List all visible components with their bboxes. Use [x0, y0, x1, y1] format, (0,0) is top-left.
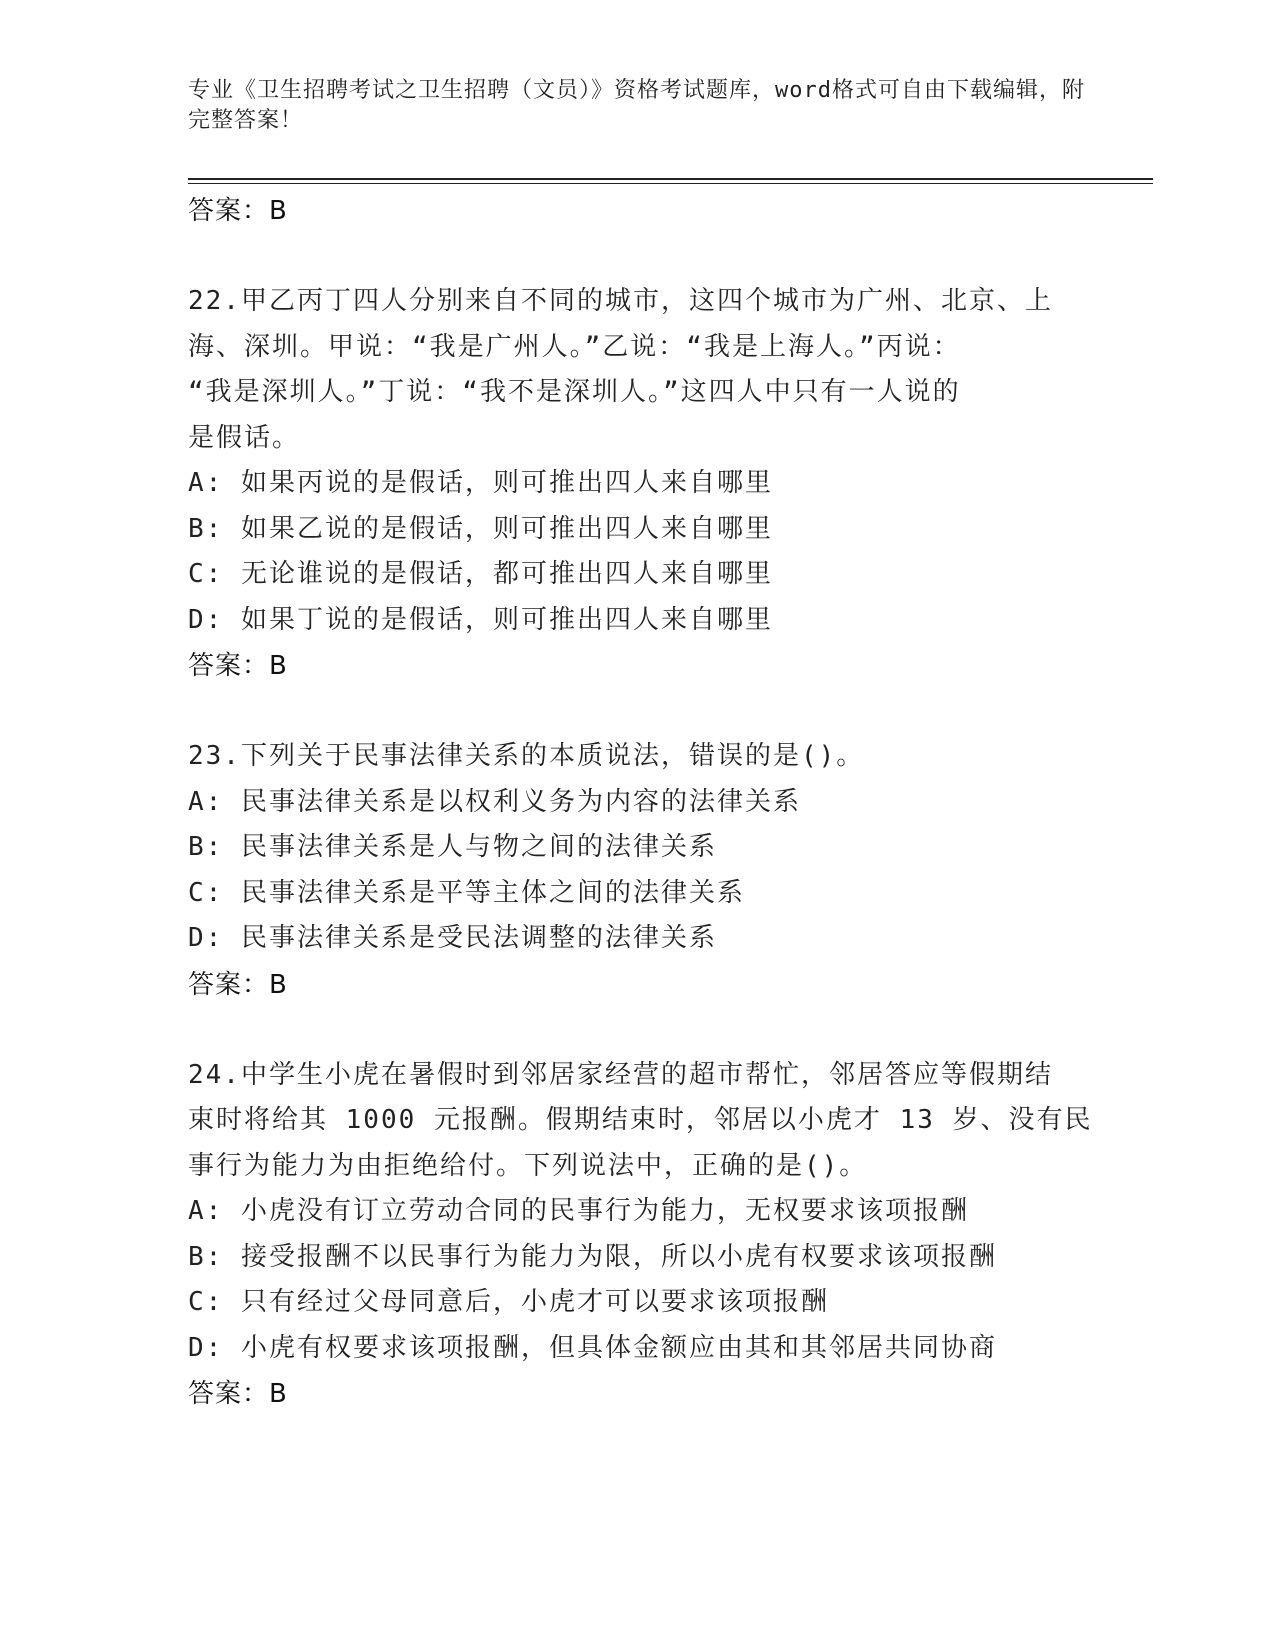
question-stem-line: 束时将给其 1000 元报酬。假期结束时，邻居以小虎才 13 岁、没有民 [188, 1105, 1093, 1135]
question-stem-line: 23.下列关于民事法律关系的本质说法，错误的是()。 [188, 741, 865, 771]
option-c: C: 民事法律关系是平等主体之间的法律关系 [188, 877, 745, 908]
question-23 [188, 734, 1088, 1008]
answer-line: 答案：B [188, 196, 288, 226]
question-stem-line: 事行为能力为由拒绝给付。下列说法中，正确的是()。 [188, 1150, 868, 1181]
question-stem-line: 海、深圳。甲说：“我是广州人。”乙说：“我是上海人。”丙说： [188, 331, 961, 362]
question-24 [188, 1053, 1093, 1418]
answer-line: 答案：B [188, 1379, 288, 1409]
option-c: C: 无论谁说的是假话，都可推出四人来自哪里 [188, 559, 773, 589]
option-a: A: 民事法律关系是以权利义务为内容的法律关系 [188, 786, 801, 817]
option-a: A: 小虎没有订立劳动合同的民事行为能力，无权要求该项报酬 [188, 1196, 969, 1226]
option-b: B: 民事法律关系是人与物之间的法律关系 [188, 832, 717, 862]
option-d: D: 小虎有权要求该项报酬，但具体金额应由其和其邻居共同协商 [188, 1332, 997, 1363]
option-c: C: 只有经过父母同意后，小虎才可以要求该项报酬 [188, 1287, 829, 1317]
question-stem-line: “我是深圳人。”丁说：“我不是深圳人。”这四人中只有一人说的 [188, 377, 961, 407]
question-stem-line: 24.中学生小虎在暑假时到邻居家经营的超市帮忙，邻居答应等假期结 [188, 1059, 1053, 1090]
spacer [188, 1008, 1088, 1053]
option-b: B: 如果乙说的是假话，则可推出四人来自哪里 [188, 513, 773, 544]
question-stem-line: 22.甲乙丙丁四人分别来自不同的城市，这四个城市为广州、北京、上 [188, 286, 1053, 316]
spacer [188, 234, 1088, 279]
page-header: 专业《卫生招聘考试之卫生招聘（文员）》资格考试题库，word格式可自由下载编辑，附完整答案！ [188, 78, 1085, 133]
option-d: D: 民事法律关系是受民法调整的法律关系 [188, 923, 717, 953]
header-divider-thick [188, 178, 1153, 180]
answer-line: 答案：B [188, 969, 288, 1000]
option-d: D: 如果丁说的是假话，则可推出四人来自哪里 [188, 604, 773, 635]
spacer [188, 689, 1088, 734]
question-stem-line: 是假话。 [188, 422, 301, 453]
option-b: B: 接受报酬不以民事行为能力为限，所以小虎有权要求该项报酬 [188, 1241, 997, 1272]
answer-line: 答案：B [188, 651, 288, 681]
header-divider-thin [188, 183, 1153, 184]
option-a: A: 如果丙说的是假话，则可推出四人来自哪里 [188, 468, 773, 498]
question-content [188, 188, 1093, 1417]
question-22 [188, 279, 1088, 689]
